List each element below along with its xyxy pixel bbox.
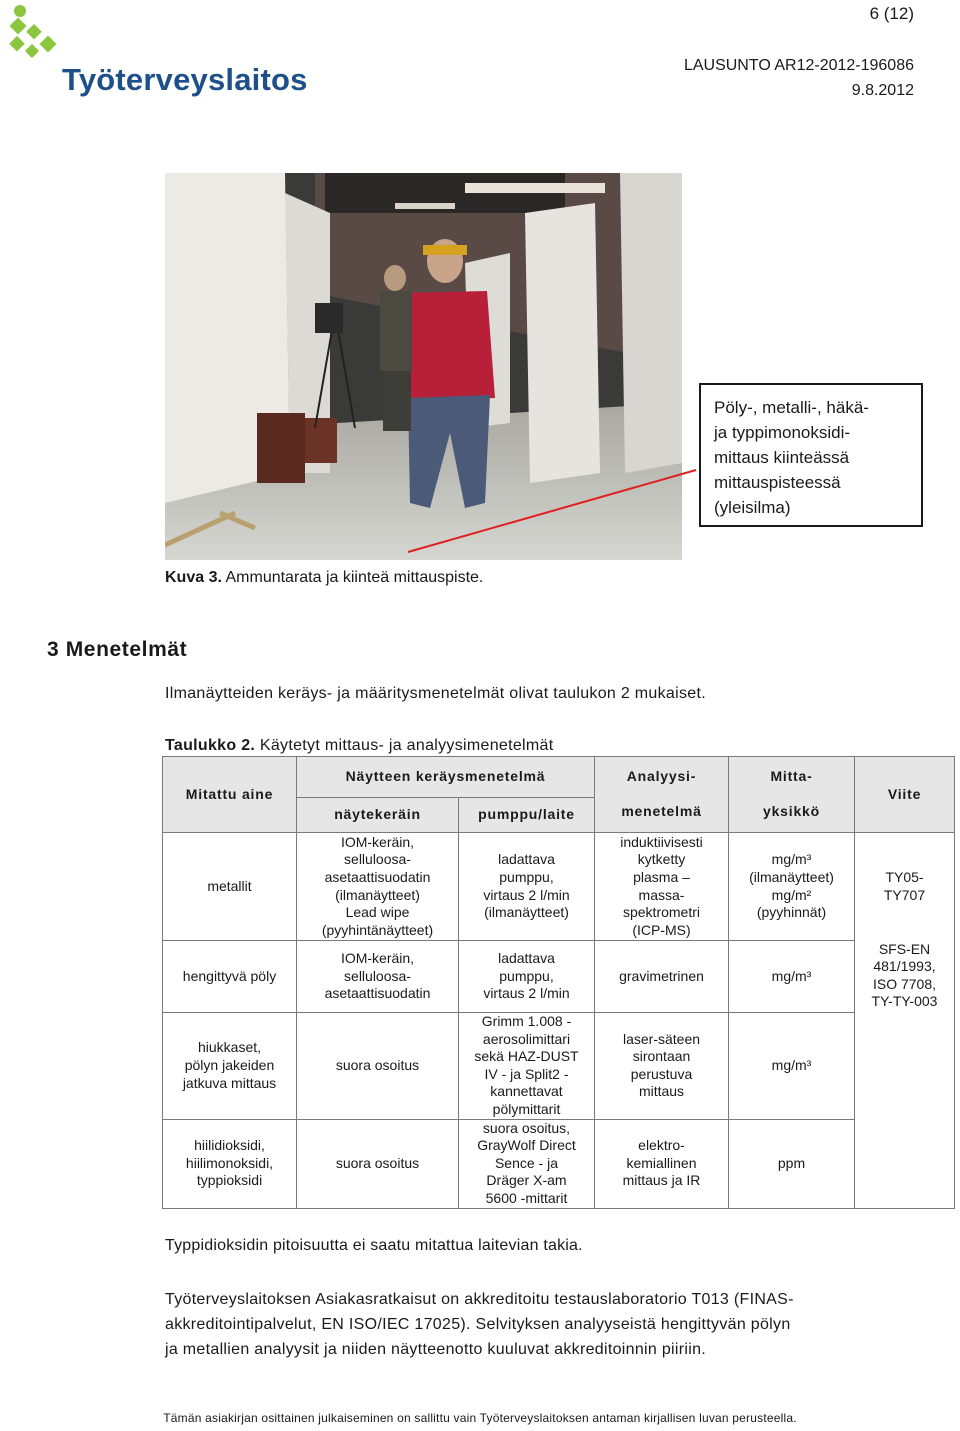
header-measured: Mitattu aine bbox=[163, 757, 297, 833]
methods-table bbox=[162, 756, 955, 1209]
header-pump: pumppu/laite bbox=[459, 798, 595, 833]
cell-reference: TY05- TY707 bbox=[855, 833, 955, 941]
annotation-arrow bbox=[400, 440, 700, 560]
cell-reference: SFS-EN 481/1993, ISO 7708, TY-TY-003 bbox=[855, 941, 955, 1013]
cell-unit: mg/m³ bbox=[729, 1013, 855, 1120]
cell-substance: metallit bbox=[163, 833, 297, 941]
header-collection: Näytteen keräysmenetelmä bbox=[297, 757, 595, 798]
table-row bbox=[163, 941, 955, 1013]
header-analysis-1: Analyysi- bbox=[626, 768, 697, 785]
figure-caption-text: Ammuntarata ja kiinteä mittauspiste. bbox=[221, 569, 484, 586]
cell-pump: Grimm 1.008 - aerosolimittari sekä HAZ-DUST IV - ja Split2 - kannettavat pölymittarit bbox=[459, 1013, 595, 1120]
figure-caption-label: Kuva 3. bbox=[165, 569, 222, 586]
section-intro: Ilmanäytteiden keräys- ja määritysmenetelmät olivat taulukon 2 mukaiset. bbox=[165, 685, 706, 702]
page-number: 6 (12) bbox=[869, 4, 914, 23]
cell-unit: mg/m³ bbox=[729, 941, 855, 1013]
cell-collector: IOM-keräin, selluloosa- asetaattisuodatin (ilmanäytteet) Lead wipe (pyyhintänäytteet) bbox=[297, 833, 459, 941]
cell-substance: hiukkaset, pölyn jakeiden jatkuva mittaus bbox=[163, 1013, 297, 1120]
table-caption-text: Käytetyt mittaus- ja analyysimenetelmät bbox=[255, 737, 554, 754]
table-caption-label: Taulukko 2. bbox=[165, 737, 256, 754]
header-analysis-2: menetelmä bbox=[621, 803, 702, 820]
accreditation-line: Työterveyslaitoksen Asiakasratkaisut on akkreditoitu testauslaboratorio T013 (FINAS- bbox=[165, 1291, 794, 1308]
header-reference: Viite bbox=[855, 757, 955, 833]
annotation-line: mittaus kiinteässä bbox=[714, 448, 850, 467]
cell-substance: hengittyvä pöly bbox=[163, 941, 297, 1013]
cell-analysis: gravimetrinen bbox=[595, 941, 729, 1013]
document-reference bbox=[684, 53, 914, 103]
header-unit-2: yksikkö bbox=[763, 803, 820, 820]
annotation-line: (yleisilma) bbox=[714, 498, 791, 517]
annotation-line: ja typpimonoksidi- bbox=[714, 423, 851, 442]
section-heading: 3 Menetelmät bbox=[47, 638, 188, 661]
header-collector: näytekeräin bbox=[297, 798, 459, 833]
cell-pump: suora osoitus, GrayWolf Direct Sence - ja Dräger X-am 5600 -mittarit bbox=[459, 1119, 595, 1208]
cell-reference bbox=[855, 1013, 955, 1120]
table-row bbox=[163, 833, 955, 941]
cell-unit: ppm bbox=[729, 1119, 855, 1208]
cell-reference bbox=[855, 1119, 955, 1208]
accreditation-paragraph bbox=[165, 1287, 925, 1362]
cell-substance: hiilidioksidi, hiilimonoksidi, typpioksidi bbox=[163, 1119, 297, 1208]
cell-collector: IOM-keräin, selluloosa- asetaattisuodatin bbox=[297, 941, 459, 1013]
cell-collector: suora osoitus bbox=[297, 1119, 459, 1208]
cell-analysis: induktiivisesti kytketty plasma – massa- spektrometri (ICP-MS) bbox=[595, 833, 729, 941]
cell-analysis: laser-säteen sirontaan perustuva mittaus bbox=[595, 1013, 729, 1120]
accreditation-line: ja metallien analyysit ja niiden näytteenotto kuuluvat akkreditoinnin piiriin. bbox=[165, 1341, 707, 1358]
figure-caption bbox=[165, 569, 483, 587]
table-note: Typpidioksidin pitoisuutta ei saatu mitattua laitevian takia. bbox=[165, 1237, 583, 1254]
header-unit bbox=[729, 757, 855, 833]
table-row bbox=[163, 1013, 955, 1120]
logo-wordmark: Työterveyslaitos bbox=[62, 62, 308, 97]
cell-unit: mg/m³ (ilmanäytteet) mg/m² (pyyhinnät) bbox=[729, 833, 855, 941]
accreditation-line: akkreditointipalvelut, EN ISO/IEC 17025). Selvityksen analyyseistä hengittyvän pölyn bbox=[165, 1316, 791, 1333]
doc-ref-number: LAUSUNTO AR12-2012-196086 bbox=[683, 57, 914, 74]
annotation-line: mittauspisteessä bbox=[714, 473, 841, 492]
table-caption bbox=[165, 737, 553, 755]
cell-collector: suora osoitus bbox=[297, 1013, 459, 1120]
header-analysis bbox=[595, 757, 729, 833]
photo-annotation bbox=[699, 383, 923, 527]
page-footer: Tämän asiakirjan osittainen julkaiseminen on sallittu vain Työterveyslaitoksen antaman kirjallisen luvan perusteella. bbox=[163, 1411, 797, 1425]
table-row bbox=[163, 1119, 955, 1208]
cell-analysis: elektro- kemiallinen mittaus ja IR bbox=[595, 1119, 729, 1208]
header-unit-1: Mitta- bbox=[770, 768, 813, 785]
cell-pump: ladattava pumppu, virtaus 2 l/min (ilmanäytteet) bbox=[459, 833, 595, 941]
doc-date: 9.8.2012 bbox=[851, 82, 914, 99]
cell-pump: ladattava pumppu, virtaus 2 l/min bbox=[459, 941, 595, 1013]
annotation-line: Pöly-, metalli-, häkä- bbox=[714, 398, 869, 417]
logo-icon bbox=[2, 2, 72, 66]
